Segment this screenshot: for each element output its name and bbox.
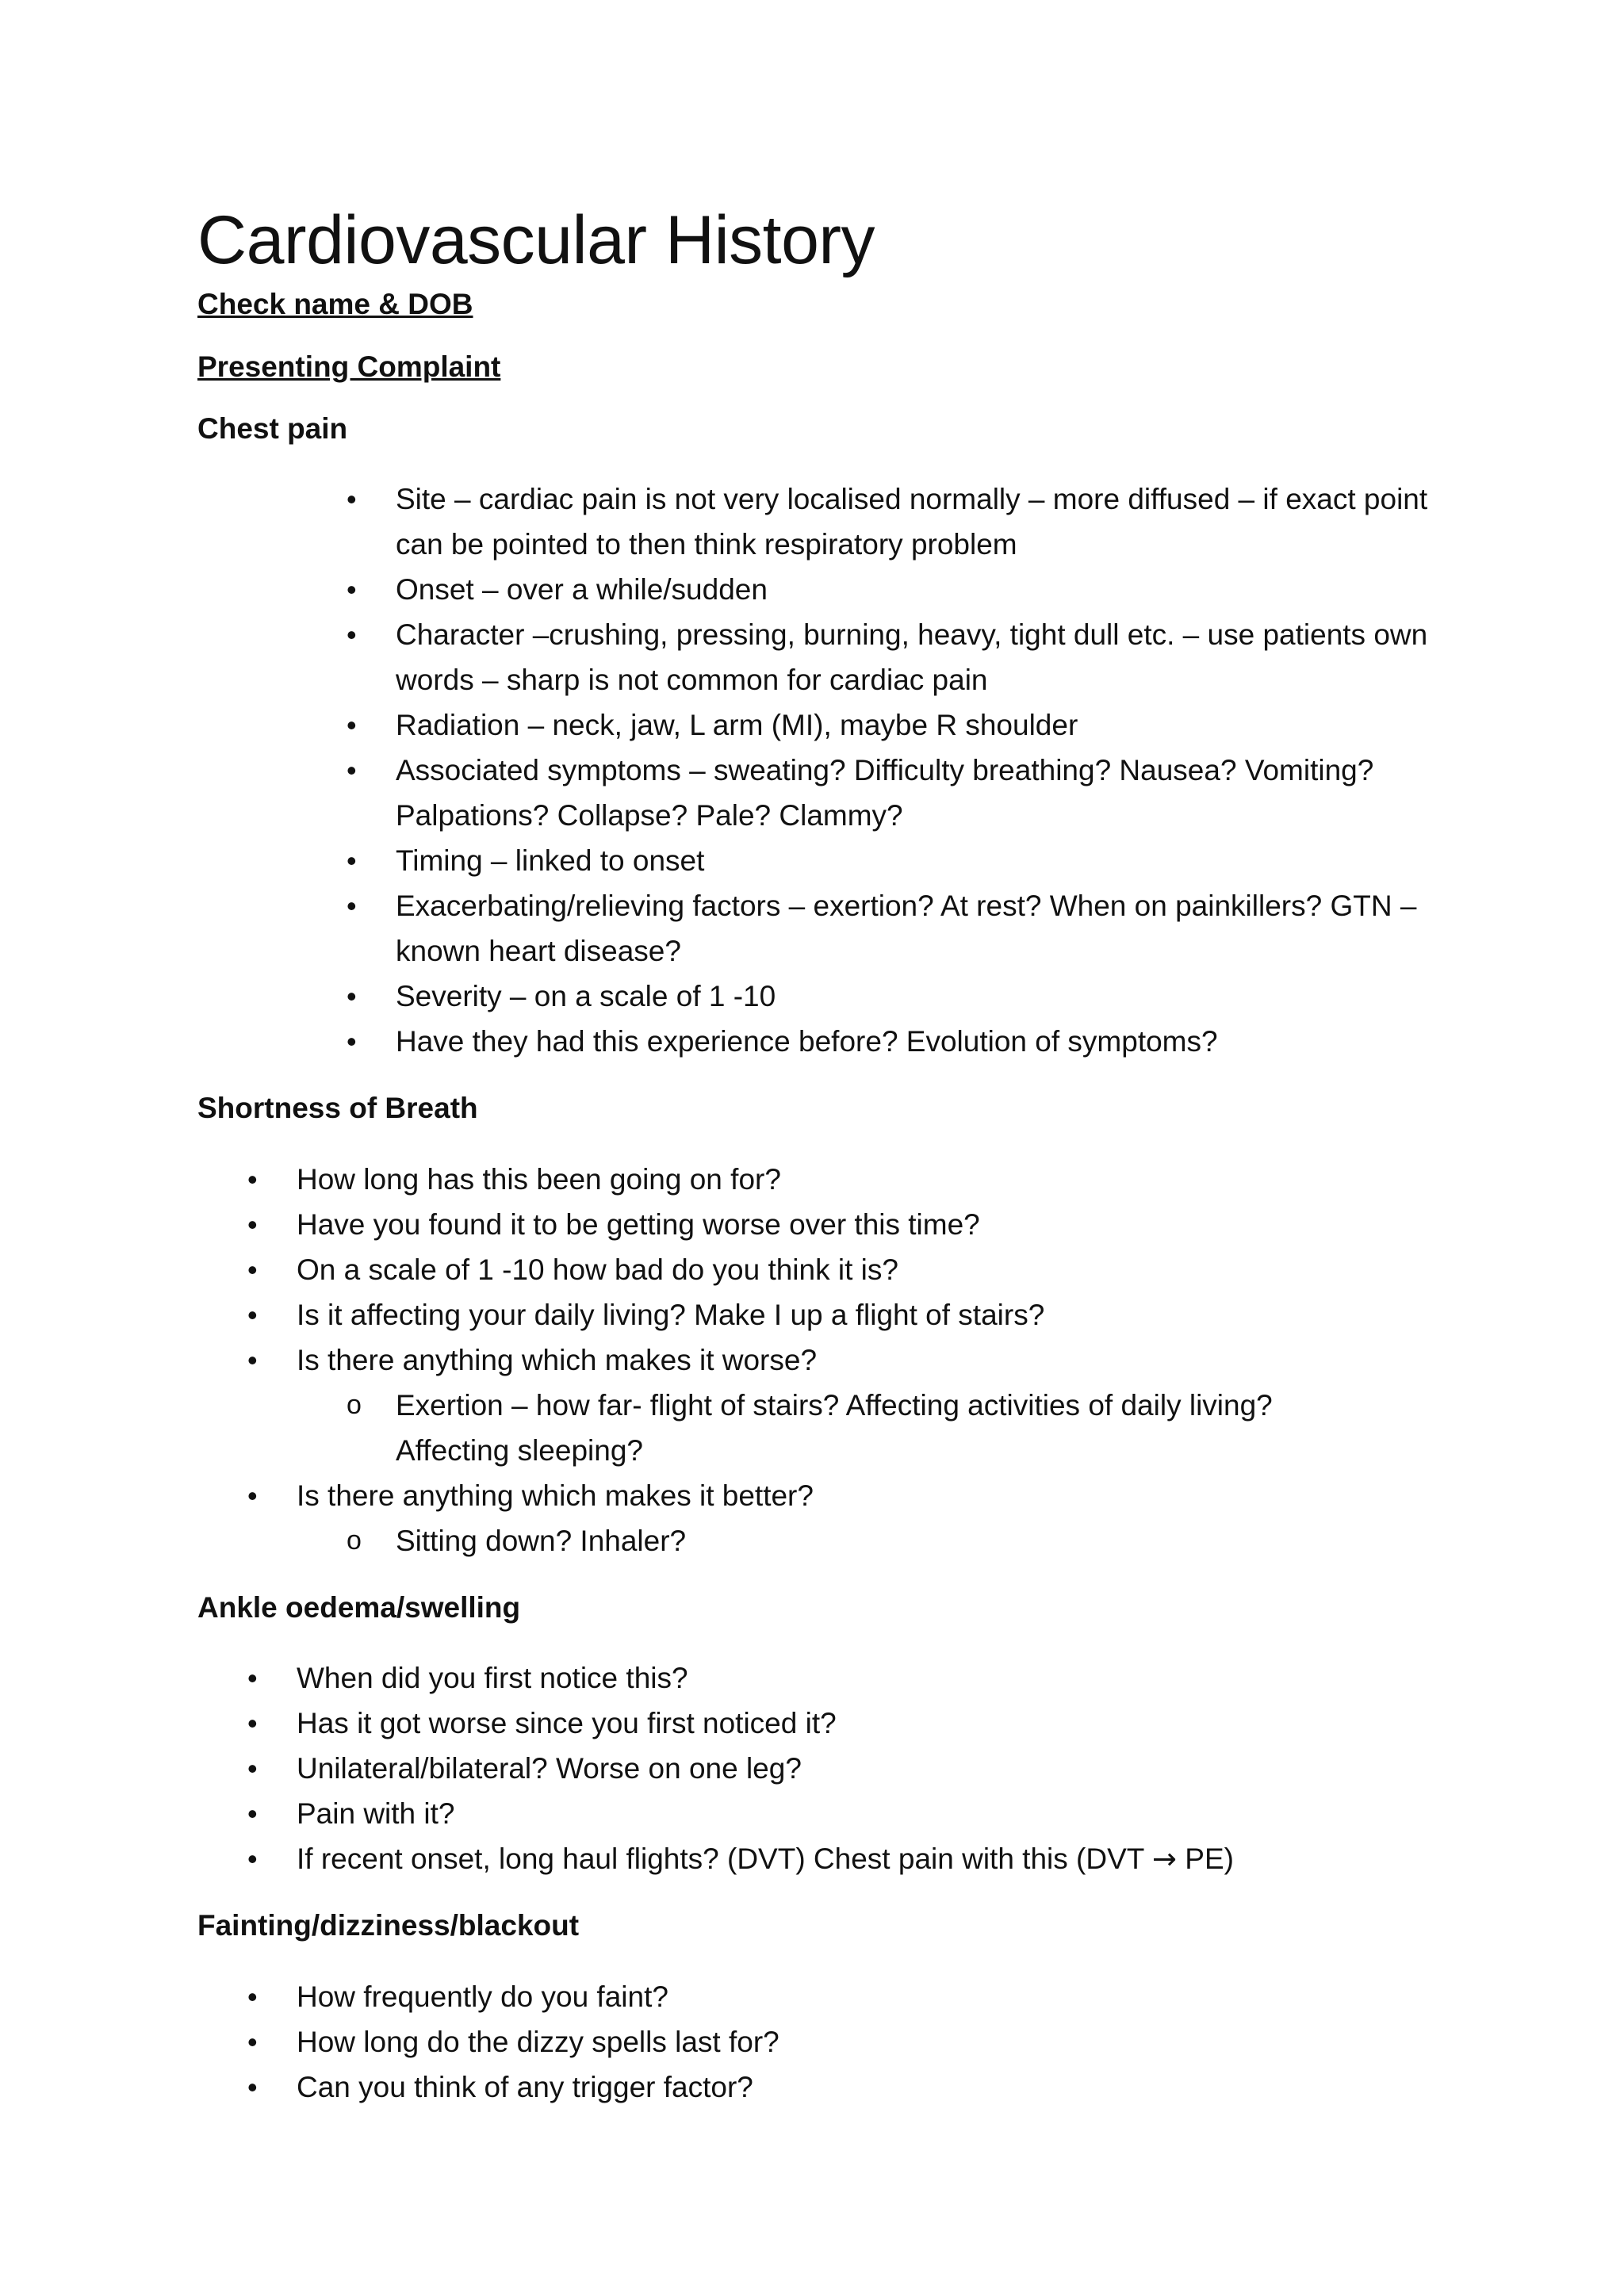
arrow-right-icon: →	[1151, 1842, 1177, 1877]
bullet-icon: •	[347, 844, 357, 878]
bullet-icon: •	[247, 1662, 258, 1695]
bullet-icon: •	[247, 1752, 258, 1785]
page-title: Cardiovascular History	[197, 202, 875, 278]
worse-sublist	[347, 1383, 1331, 1473]
bullet-icon: •	[247, 1980, 258, 2013]
list-item: • How long do the dizzy spells last for?	[297, 2019, 1407, 2064]
bullet-icon: •	[247, 1707, 258, 1740]
ankle-oedema-list	[247, 1655, 1407, 1881]
list-item: • Have they had this experience before? Evolution of symptoms?	[396, 1019, 1442, 1064]
list-item: • Pain with it?	[297, 1791, 1407, 1836]
bullet-icon: •	[347, 483, 357, 516]
bullet-icon: •	[347, 709, 357, 742]
document-page	[197, 202, 1466, 2110]
list-item: • Has it got worse since you first noticed it?	[297, 1701, 1407, 1746]
list-item: • Is there anything which makes it worse? o Exertion – how far- flight of stairs? Affecting activities of daily living? Affecting sleeping?	[297, 1337, 1407, 1473]
list-item: • Can you think of any trigger factor?	[297, 2064, 1407, 2110]
list-item: • How frequently do you faint?	[297, 1974, 1407, 2019]
bullet-icon: •	[247, 1843, 258, 1876]
bullet-icon: •	[347, 890, 357, 923]
bullet-icon: •	[247, 1207, 258, 1241]
shortness-of-breath-heading: Shortness of Breath	[197, 1092, 478, 1125]
bullet-icon: •	[347, 980, 357, 1013]
bullet-icon: •	[247, 1797, 258, 1831]
bullet-icon: •	[247, 1162, 258, 1196]
bullet-icon: •	[347, 573, 357, 607]
bullet-icon: •	[347, 754, 357, 787]
bullet-icon: •	[247, 1343, 258, 1376]
bullet-icon: •	[247, 1298, 258, 1331]
bullet-icon: •	[247, 2070, 258, 2103]
fainting-heading: Fainting/dizziness/blackout	[197, 1909, 580, 1942]
sub-bullet-icon: o	[347, 1525, 362, 1556]
list-item: • Unilateral/bilateral? Worse on one leg?	[297, 1746, 1407, 1791]
fainting-list	[247, 1974, 1407, 2110]
chest-pain-list	[347, 476, 1442, 1064]
list-item: • When did you first notice this?	[297, 1655, 1407, 1701]
list-item: • On a scale of 1 -10 how bad do you think it is?	[297, 1247, 1407, 1292]
list-item: • Exacerbating/relieving factors – exertion? At rest? When on painkillers? GTN – known heart disease?	[396, 883, 1442, 974]
list-item: • Have you found it to be getting worse over this time?	[297, 1202, 1407, 1247]
list-item: • Associated symptoms – sweating? Difficulty breathing? Nausea? Vomiting? Palpations? Collapse? Pale? Clammy?	[396, 748, 1442, 838]
bullet-icon: •	[247, 2025, 258, 2058]
bullet-icon: •	[247, 1479, 258, 1512]
bullet-icon: •	[347, 1025, 357, 1058]
list-item: • Timing – linked to onset	[396, 838, 1442, 883]
list-item: • Is there anything which makes it better? o Sitting down? Inhaler?	[297, 1473, 1407, 1563]
sub-bullet-icon: o	[347, 1389, 362, 1420]
list-item: • Site – cardiac pain is not very localised normally – more diffused – if exact point can be pointed to then think respiratory problem	[396, 476, 1442, 567]
list-item: • Onset – over a while/sudden	[396, 567, 1442, 612]
list-item: • Character –crushing, pressing, burning, heavy, tight dull etc. – use patients own words – sharp is not common for cardiac pain	[396, 612, 1442, 702]
bullet-icon: •	[347, 618, 357, 652]
chest-pain-heading: Chest pain	[197, 412, 348, 446]
sub-list-item: o Sitting down? Inhaler?	[396, 1518, 1407, 1563]
sub-list-item: o Exertion – how far- flight of stairs? Affecting activities of daily living? Affecting sleeping?	[396, 1383, 1331, 1473]
list-item: • Severity – on a scale of 1 -10	[396, 974, 1442, 1019]
ankle-oedema-heading: Ankle oedema/swelling	[197, 1590, 521, 1624]
presenting-complaint-heading: Presenting Complaint	[197, 350, 501, 383]
list-item: • If recent onset, long haul flights? (DVT) Chest pain with this (DVT → PE)	[297, 1836, 1407, 1881]
bullet-icon: •	[247, 1253, 258, 1286]
shortness-of-breath-list	[247, 1157, 1407, 1563]
list-item: • Radiation – neck, jaw, L arm (MI), maybe R shoulder	[396, 702, 1442, 748]
better-sublist	[347, 1518, 1407, 1563]
list-item: • Is it affecting your daily living? Make I up a flight of stairs?	[297, 1292, 1407, 1337]
list-item: • How long has this been going on for?	[297, 1157, 1407, 1202]
check-name-heading: Check name & DOB	[197, 288, 473, 321]
